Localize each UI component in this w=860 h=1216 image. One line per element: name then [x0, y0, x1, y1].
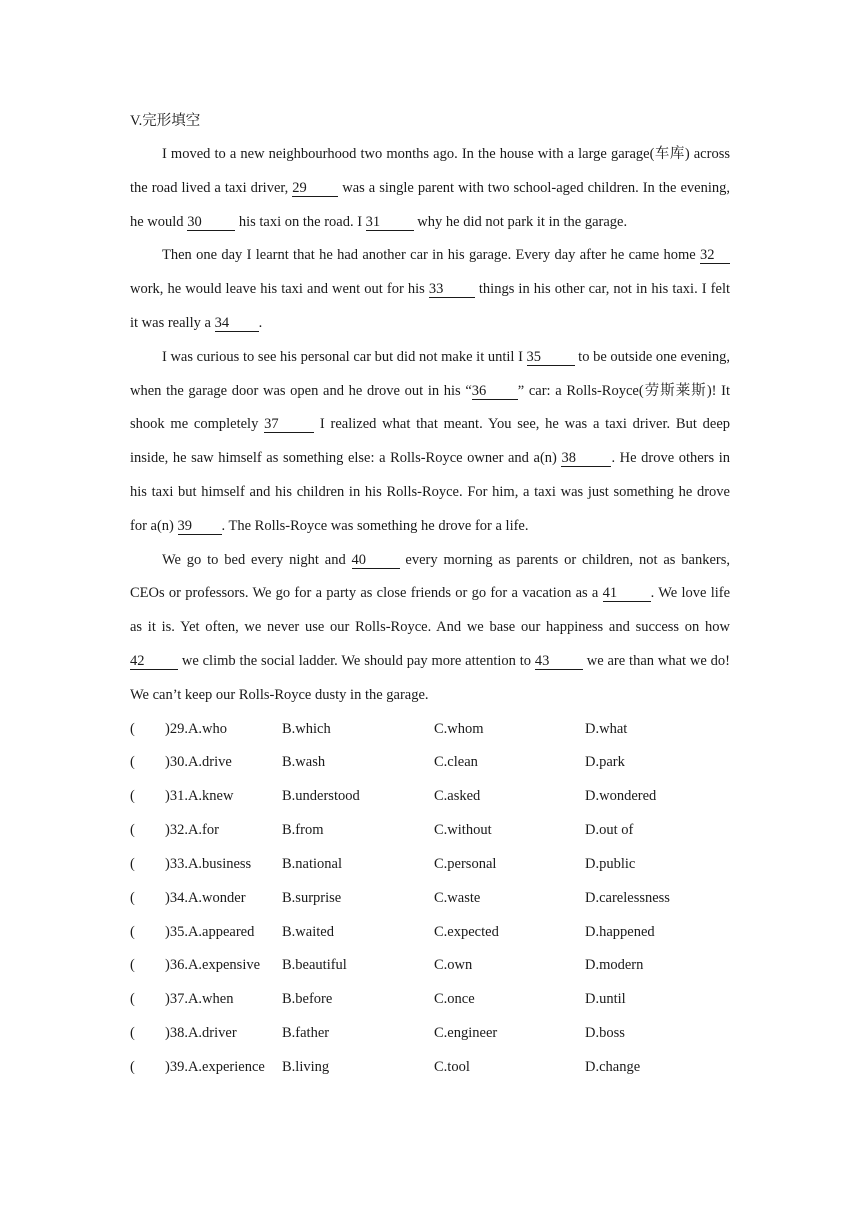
passage-text: we are than what we do! We can’t keep our Rolls-Royce dusty in the garage.: [130, 652, 730, 703]
option-d[interactable]: D.happened: [585, 923, 655, 940]
question-row: [130, 1017, 730, 1051]
passage-text: things in his other car, not in his taxi. I felt it was really a: [130, 281, 730, 331]
passage-text: every morning as parents or children, not as bankers, CEOs or professors. We go for a party as close friends or go for a vacation as a: [130, 551, 730, 602]
option-d[interactable]: D.change: [585, 1058, 641, 1075]
option-d[interactable]: D.boss: [585, 1025, 625, 1042]
passage-text: ” car: a Rolls-Royce(劳斯莱斯)! It shook me completely: [130, 382, 730, 433]
option-b[interactable]: B.which: [282, 720, 331, 737]
passage-text: why he did not park it in the garage.: [413, 213, 628, 230]
option-a[interactable]: )29.A.who: [165, 720, 228, 737]
option-b[interactable]: B.before: [282, 991, 333, 1008]
answer-paren[interactable]: (: [130, 754, 135, 771]
option-a[interactable]: )39.A.experience: [165, 1058, 265, 1075]
section-title: V.完形填空: [130, 113, 201, 129]
option-c[interactable]: C.waste: [434, 889, 481, 906]
option-b[interactable]: B.living: [282, 1058, 330, 1075]
passage-text: work, he would leave his taxi and went out for his: [130, 281, 429, 298]
passage-paragraph-4: [130, 544, 730, 713]
option-a[interactable]: )34.A.wonder: [165, 889, 246, 906]
blank-34[interactable]: 34: [215, 315, 259, 332]
answer-paren[interactable]: (: [130, 889, 135, 906]
blank-39[interactable]: 39: [178, 518, 222, 535]
blank-37[interactable]: 37: [264, 416, 314, 433]
blank-29[interactable]: 29: [292, 180, 338, 197]
question-row: [130, 746, 730, 780]
option-a[interactable]: )33.A.business: [165, 855, 252, 872]
answer-paren[interactable]: (: [130, 855, 135, 872]
passage-text: We go to bed every night and: [162, 551, 352, 568]
passage-text: . He drove others in his taxi but himself and his children in his Rolls-Royce. For him, a taxi was just something he drove for a(n): [130, 450, 731, 534]
option-d[interactable]: D.park: [585, 754, 625, 771]
option-b[interactable]: B.from: [282, 822, 324, 839]
option-d[interactable]: D.out of: [585, 822, 634, 839]
option-b[interactable]: B.national: [282, 855, 343, 872]
passage-text: . The Rolls-Royce was something he drove for a life.: [221, 517, 529, 534]
option-a[interactable]: )36.A.expensive: [165, 957, 261, 974]
passage-text: I was curious to see his personal car but did not make it until I: [162, 348, 527, 365]
option-a[interactable]: )30.A.drive: [165, 754, 232, 771]
answer-paren[interactable]: (: [130, 923, 135, 940]
blank-36[interactable]: 36: [472, 383, 518, 400]
question-list: [130, 713, 730, 1085]
passage-text: I realized what that meant. You see, he was a taxi driver. But deep inside, he saw himself as something else: a Rolls-Royce owner and a(n): [130, 416, 731, 467]
passage-paragraph-1: [130, 138, 730, 239]
passage-paragraph-2: [130, 239, 730, 340]
question-row: [130, 916, 730, 950]
option-a[interactable]: )32.A.for: [165, 822, 219, 839]
option-b[interactable]: B.waited: [282, 923, 334, 940]
option-c[interactable]: C.expected: [434, 923, 499, 940]
blank-42[interactable]: 42: [130, 653, 178, 670]
passage-text: was a single parent with two school-aged children. In the evening, he would: [130, 179, 730, 230]
option-c[interactable]: C.own: [434, 957, 473, 974]
passage-text: his taxi on the road. I: [235, 213, 366, 230]
question-row: [130, 983, 730, 1017]
blank-33[interactable]: 33: [429, 281, 475, 298]
option-b[interactable]: B.understood: [282, 788, 360, 805]
passage-text: to be outside one evening, when the garage door was open and he drove out in his “: [130, 348, 730, 399]
answer-paren[interactable]: (: [130, 788, 135, 805]
option-a[interactable]: )37.A.when: [165, 991, 234, 1008]
option-c[interactable]: C.once: [434, 991, 475, 1008]
option-c[interactable]: C.asked: [434, 788, 481, 805]
option-d[interactable]: D.carelessness: [585, 889, 670, 906]
document-page: [130, 104, 730, 1085]
blank-32[interactable]: 32: [700, 247, 730, 264]
option-c[interactable]: C.without: [434, 822, 492, 839]
option-b[interactable]: B.wash: [282, 754, 326, 771]
blank-40[interactable]: 40: [352, 552, 400, 569]
passage-text: we climb the social ladder. We should pay more attention to: [178, 652, 535, 669]
answer-paren[interactable]: (: [130, 822, 135, 839]
blank-30[interactable]: 30: [187, 214, 235, 231]
passage-paragraph-3: [130, 341, 730, 544]
question-row: [130, 949, 730, 983]
option-a[interactable]: )31.A.knew: [165, 788, 234, 805]
option-b[interactable]: B.beautiful: [282, 957, 347, 974]
option-a[interactable]: )35.A.appeared: [165, 923, 255, 940]
option-d[interactable]: D.until: [585, 991, 626, 1008]
answer-paren[interactable]: (: [130, 991, 135, 1008]
answer-paren[interactable]: (: [130, 957, 135, 974]
option-d[interactable]: D.what: [585, 720, 628, 737]
passage-text: I moved to a new neighbourhood two months ago. In the house with a large garage(车库) across the road lived a taxi driver,: [130, 146, 730, 196]
question-row: [130, 713, 730, 747]
blank-31[interactable]: 31: [366, 214, 414, 231]
passage-text: Then one day I learnt that he had another car in his garage. Every day after he came home: [162, 247, 700, 264]
question-row: [130, 848, 730, 882]
blank-41[interactable]: 41: [603, 585, 651, 602]
question-row: [130, 814, 730, 848]
option-b[interactable]: B.surprise: [282, 889, 342, 906]
option-c[interactable]: C.whom: [434, 720, 484, 737]
answer-paren[interactable]: (: [130, 1025, 135, 1042]
option-c[interactable]: C.personal: [434, 855, 497, 872]
option-b[interactable]: B.father: [282, 1025, 330, 1042]
option-d[interactable]: D.wondered: [585, 788, 657, 805]
option-a[interactable]: )38.A.driver: [165, 1025, 237, 1042]
answer-paren[interactable]: (: [130, 720, 135, 737]
blank-35[interactable]: 35: [527, 349, 575, 366]
option-d[interactable]: D.modern: [585, 957, 644, 974]
option-c[interactable]: C.tool: [434, 1058, 470, 1075]
question-row: [130, 882, 730, 916]
option-d[interactable]: D.public: [585, 855, 636, 872]
option-c[interactable]: C.clean: [434, 754, 478, 771]
question-row: [130, 780, 730, 814]
answer-paren[interactable]: (: [130, 1058, 135, 1075]
question-row: [130, 1051, 730, 1085]
option-c[interactable]: C.engineer: [434, 1025, 498, 1042]
blank-43[interactable]: 43: [535, 653, 583, 670]
passage-text: . We love life as it is. Yet often, we never use our Rolls-Royce. And we base our happiness and success on how: [130, 585, 731, 636]
blank-38[interactable]: 38: [561, 450, 611, 467]
passage-text: .: [258, 314, 263, 331]
